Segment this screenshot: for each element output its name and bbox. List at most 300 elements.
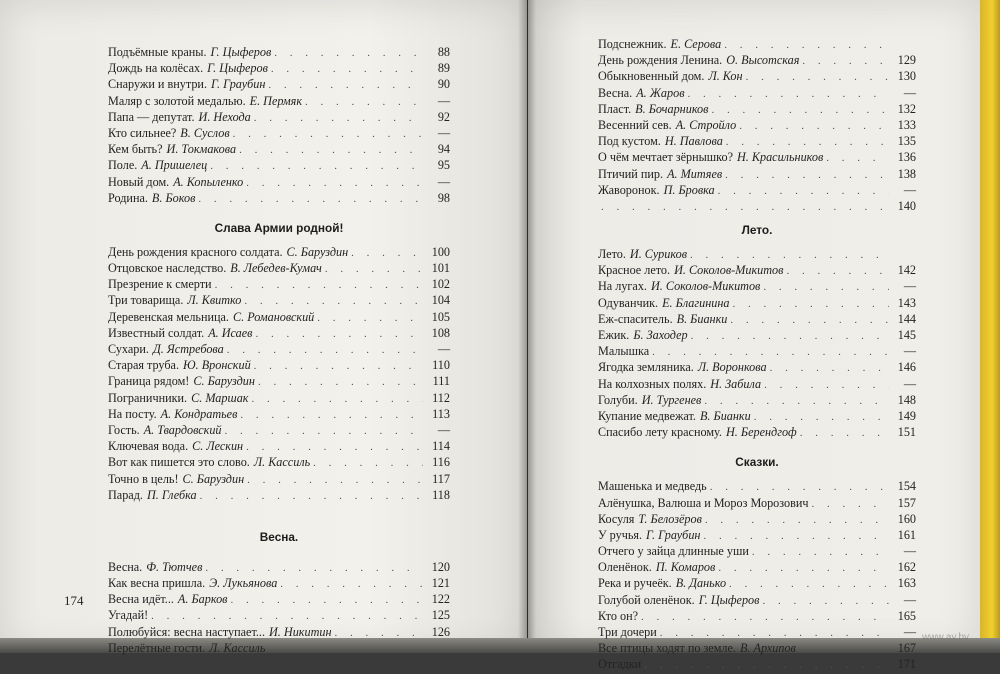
entry-author: А. Кондратьев [160,406,238,421]
toc-entry [598,182,916,198]
entry-author: В. Бочарников [635,101,709,116]
toc-entry [108,276,450,292]
dot-leader [255,326,423,342]
entry-page-number: 122 [431,592,450,607]
toc-entry [108,471,450,487]
entry-title: У ручья. [598,527,643,542]
entry-page-number: — [903,85,916,100]
entry-author: В. Данько [675,576,727,591]
toc-entry [108,422,450,438]
entry-author: И. Тургенев [641,392,702,407]
toc-entry [598,85,916,101]
dot-leader [246,439,423,455]
toc-section-tales [598,478,916,672]
toc-entry [598,262,916,278]
entry-page-number: 149 [897,408,916,423]
dot-leader [799,641,889,657]
dot-leader [317,310,423,326]
entry-title: Отцовское наследство. [108,261,227,276]
section-heading-tales: Сказки. [735,455,779,470]
entry-author: И. Соколов-Микитов [650,279,761,294]
entry-page-number: 105 [431,309,450,324]
entry-title: Вот как пишется это слово. [108,455,250,470]
entry-page-number: 135 [897,134,916,149]
toc-entry [598,101,916,117]
dot-leader [210,158,423,174]
entry-page-number: — [437,422,450,437]
dot-leader [812,496,889,512]
dot-leader [688,86,889,102]
dot-leader [351,245,423,261]
entry-author: И. Суриков [629,247,687,262]
entry-page-number: 126 [431,624,450,639]
toc-entry [598,478,916,494]
dot-leader [691,328,889,344]
entry-title: Снаружи и внутри. [108,77,207,92]
dot-leader [240,407,423,423]
dot-leader [733,296,889,312]
entry-title: Под кустом. [598,134,661,149]
entry-title: Обыкновенный дом. [598,69,705,84]
entry-page-number: 163 [897,576,916,591]
toc-entry [598,559,916,575]
right-toc-column [598,36,916,673]
entry-page-number: — [903,376,916,391]
entry-author: Н. Забила [710,376,762,391]
entry-author: А. Исаев [208,325,253,340]
dot-leader [233,126,423,142]
entry-author: И. Нехода [198,109,251,124]
entry-page-number: 157 [897,495,916,510]
dot-leader [729,576,889,592]
dot-leader [705,512,889,528]
toc-section-army [108,244,450,503]
entry-page-number: 144 [897,311,916,326]
entry-title: Папа — депутат. [108,109,195,124]
dot-leader [718,560,889,576]
toc-entry [598,149,916,165]
toc-entry [598,52,916,68]
entry-author: Г. Граубин [211,77,266,92]
toc-entry [598,424,916,440]
entry-title: Отгадки [598,657,642,672]
entry-title: Птичий пир. [598,166,664,181]
entry-page-number: 116 [432,455,450,470]
dot-leader [763,279,889,295]
toc-entry [598,117,916,133]
entry-page-number: — [437,93,450,108]
entry-title: Голуби. [598,392,638,407]
dot-leader [726,134,889,150]
toc-entry [108,157,450,173]
dot-leader [305,94,423,110]
entry-author: А. Барков [177,592,228,607]
entry-page-number: 118 [432,487,450,502]
entry-page-number: 146 [897,360,916,375]
entry-page-number: 111 [432,374,450,389]
entry-author: Н. Берендгоф [725,425,797,440]
dot-leader [200,488,423,504]
entry-page-number: 130 [897,69,916,84]
toc-entry [598,278,916,294]
dot-leader [254,110,423,126]
dot-leader [764,377,889,393]
entry-page-number: 148 [897,392,916,407]
toc-entry [108,559,450,575]
entry-page-number: 90 [437,77,450,92]
dot-leader [225,423,423,439]
dot-leader [325,261,423,277]
entry-author: С. Романовский [232,309,315,324]
entry-title: Алёнушка, Валюша и Мороз Морозович [598,495,809,510]
entry-author: С. Баруздин [193,374,255,389]
entry-page-number: 151 [897,425,916,440]
entry-page-number: 125 [431,608,450,623]
entry-page-number: 142 [897,263,916,278]
entry-title: Известный солдат. [108,325,205,340]
entry-page-number: 94 [437,142,450,157]
entry-page-number: 112 [432,390,450,405]
toc-entry [598,624,916,640]
entry-title: Сухари. [108,342,149,356]
entry-title: Поле. [108,158,138,173]
entry-page-number: — [903,182,916,197]
entry-page-number: 171 [897,657,916,672]
entry-page-number: 143 [897,295,916,310]
entry-author: Г. Граубин [646,527,701,542]
toc-entry [108,141,450,157]
entry-author: В. Лебедев-Кумач [230,261,322,276]
entry-title: О чём мечтает зёрнышко? [598,150,733,165]
entry-title: Новый дом. [108,174,170,189]
dot-leader [800,425,889,441]
entry-page-number: 165 [897,608,916,623]
entry-title: Точно в цель! [108,471,179,486]
dot-leader [644,657,889,673]
dot-leader [227,342,423,358]
toc-entry [108,260,450,276]
dot-leader [752,544,889,560]
entry-page-number: 145 [897,328,916,342]
entry-page-number: 113 [432,406,450,421]
dot-leader [205,560,423,576]
dot-leader [246,175,423,191]
entry-author: А. Копыленко [173,174,244,189]
entry-page-number: 121 [431,576,450,591]
entry-page-number: 98 [437,190,450,205]
toc-entry [598,36,916,52]
entry-title: Пласт. [598,101,632,116]
entry-page-number: 120 [431,559,450,574]
entry-author: С. Баруздин [286,244,349,259]
entry-page-number: 95 [437,158,450,173]
toc-entry [598,376,916,392]
entry-title: Три товарища. [108,293,184,308]
toc-entry [598,495,916,511]
entry-author: А. Пришелец [141,158,208,173]
dot-leader [703,528,889,544]
entry-author: Л. Квитко [187,293,242,308]
dot-leader [274,45,423,61]
entry-author: И. Токмакова [166,142,237,157]
entry-title: Гость. [108,422,140,437]
entry-page-number: 100 [431,244,450,259]
dot-leader [230,592,423,608]
entry-author: О. Высотская [726,53,800,68]
entry-title: Лето. [598,247,626,262]
entry-title: День рождения красного солдата. [108,244,283,259]
entry-title: Жаворонок. [598,182,660,197]
entry-author: Е. Пермяк [249,93,303,108]
entry-title: На колхозных полях. [598,376,707,391]
dot-leader [151,608,423,624]
toc-entry [598,392,916,408]
entry-author: А. Митяев [667,166,723,181]
dot-leader [215,277,423,293]
entry-page-number: 167 [897,641,916,656]
toc-entry [598,408,916,424]
entry-title: Весенний сев. [598,117,672,132]
entry-author: А. Жаров [636,85,685,100]
entry-author: В. Архипов [739,641,796,656]
entry-author: Ю. Вронский [183,358,251,373]
entry-author: Э. Лукьянова [209,576,278,591]
toc-entry [598,343,916,359]
toc-entry [108,341,450,357]
toc-entry [108,109,450,125]
entry-page-number: — [437,125,450,140]
dot-leader [244,293,423,309]
toc-entry [598,575,916,591]
entry-author: В. Суслов [180,125,230,140]
entry-title: Река и ручеёк. [598,576,672,591]
entry-title: Парад. [108,487,143,502]
toc-entry [598,511,916,527]
dot-leader [725,167,889,183]
toc-entry [108,575,450,591]
entry-title: Спасибо лету красному. [598,425,722,440]
dot-leader [786,263,889,279]
entry-author: П. Комаров [655,560,716,575]
dot-leader [730,312,889,328]
entry-title: Весна. [598,85,633,100]
entry-author: Л. Кон [708,69,743,84]
dot-leader [254,358,423,374]
entry-page-number: 104 [431,293,450,308]
toc-entry [108,93,450,109]
dot-leader [198,191,423,207]
toc-entry [598,656,916,672]
entry-title: Подъёмные краны. [108,45,207,59]
toc-entry [108,44,450,60]
toc-entry [598,640,916,656]
entry-title: Подснежник. [598,37,667,51]
entry-author: Т. Белозёров [638,511,702,526]
entry-title: Угадай! [108,608,149,623]
entry-page-number: 110 [432,358,450,373]
entry-page-number: — [903,279,916,294]
entry-page-number: 92 [437,109,450,124]
toc-entry [108,438,450,454]
dot-leader [690,247,889,263]
toc-entry [108,373,450,389]
entry-page-number: 89 [437,61,450,76]
entry-title: Голубой оленёнок. [598,592,695,607]
entry-title: Косуля [598,511,635,526]
entry-page-number: — [903,544,916,559]
entry-title: Кто сильнее? [108,125,177,140]
toc-entry [598,592,916,608]
entry-author: Н. Красильников [736,150,824,165]
entry-page-number: 162 [897,560,916,575]
entry-title: Пограничники. [108,390,188,405]
entry-author: Н. Павлова [664,134,723,149]
toc-entry [108,390,450,406]
toc-entry [108,454,450,470]
toc-entry [598,133,916,149]
entry-title: Весна. [108,559,143,574]
toc-entry [598,246,916,262]
entry-author: П. Глебка [146,487,197,502]
entry-page-number: 108 [431,325,450,340]
entry-title: Малышка [598,344,650,359]
entry-author: Б. Заходер [633,328,688,342]
toc-section-continued [108,44,450,206]
dot-leader [258,374,423,390]
dot-leader [247,472,423,488]
entry-author: Г. Цыферов [210,45,272,59]
entry-page-number: 114 [432,439,450,454]
toc-entry [108,309,450,325]
page-number: 174 [64,593,84,608]
toc-entry [108,125,450,141]
dot-leader [739,118,889,134]
entry-title: Как весна пришла. [108,576,206,591]
entry-title: На посту. [108,406,157,421]
toc-entry [108,292,450,308]
toc-entry [108,640,450,656]
entry-title: Красное лето. [598,263,671,278]
toc-entry [598,527,916,543]
dot-leader [770,360,889,376]
entry-page-number: 138 [897,166,916,181]
dot-leader [239,142,423,158]
entry-title: Деревенская мельница. [108,309,229,324]
entry-page-number: 161 [897,527,916,542]
entry-title: Презрение к смерти [108,277,212,292]
entry-title: Полюбуйся: весна наступает... [108,624,265,639]
toc-entry [108,487,450,503]
entry-title: Кем быть? [108,142,163,157]
entry-title: Кто он? [598,608,638,623]
dot-leader [268,77,423,93]
entry-title: Машенька и медведь [598,479,707,494]
toc-section-spring [108,559,450,656]
entry-page-number: 101 [431,261,450,276]
toc-entry [108,624,450,640]
entry-author: С. Баруздин [182,471,245,486]
section-heading-spring: Весна. [259,529,299,544]
entry-author: А. Твардовский [143,422,222,437]
toc-entry [598,608,916,624]
toc-entry [108,76,450,92]
entry-author: Г. Цыферов [698,592,760,607]
toc-entry [108,591,450,607]
entry-title: День рождения Ленина. [598,53,723,68]
toc-section-spring-continued [598,36,916,214]
entry-title: Ягодка земляника. [598,360,694,375]
entry-title: Оленёнок. [598,560,652,575]
entry-page-number: 88 [437,45,450,59]
entry-page-number: 160 [897,511,916,526]
dot-leader [335,625,423,641]
toc-entry [598,166,916,182]
entry-page-number: 154 [897,479,916,494]
toc-entry [108,406,450,422]
dot-leader [313,455,423,471]
entry-author: И. Соколов-Микитов [674,263,784,278]
dot-leader [652,344,889,360]
dot-leader [268,641,423,657]
entry-title: Все птицы ходят по земле. [598,641,736,656]
entry-title: Перелётные гости. [108,640,206,655]
toc-entry [108,60,450,76]
entry-title: Отчего у зайца длинные уши [598,544,749,559]
toc-entry [598,311,916,327]
entry-page-number: 102 [431,277,450,292]
entry-author: И. Никитин [269,624,332,639]
dot-leader [271,61,423,77]
entry-title: Граница рядом! [108,374,190,389]
entry-page-number: 117 [432,471,450,486]
entry-title: Одуванчик. [598,295,659,310]
dot-leader [641,609,889,625]
entry-page-number: — [903,344,916,359]
entry-title: Весна идёт... [108,592,174,607]
toc-entry [108,174,450,190]
toc-entry [598,198,916,214]
dot-leader [826,150,889,166]
dot-leader [802,53,889,69]
entry-title: Ключевая вода. [108,439,189,454]
entry-page-number: 140 [897,198,916,213]
entry-author: С. Лескин [192,439,244,454]
entry-author: В. Бианки [699,408,751,423]
toc-entry [108,607,450,623]
entry-title: Еж-спаситель. [598,311,673,326]
dot-leader [724,37,889,53]
entry-author: В. Бианки [676,311,728,326]
entry-title: Родина. [108,190,148,205]
section-heading-summer: Лето. [741,223,773,238]
dot-leader [746,69,889,85]
dot-leader [711,102,889,118]
book-spine [518,0,536,653]
entry-author: Л. Кассиль [209,640,266,655]
entry-author: Л. Воронкова [697,360,767,375]
entry-author: Д. Ястребова [152,342,224,356]
dot-leader [710,479,889,495]
entry-author: П. Бровка [663,182,715,197]
toc-entry [598,295,916,311]
toc-entry [108,244,450,260]
entry-author: С. Маршак [191,390,249,405]
toc-entry [598,543,916,559]
entry-title: Старая труба. [108,358,180,373]
dot-leader [718,183,889,199]
entry-title: На лугах. [598,279,647,294]
toc-entry [108,325,450,341]
